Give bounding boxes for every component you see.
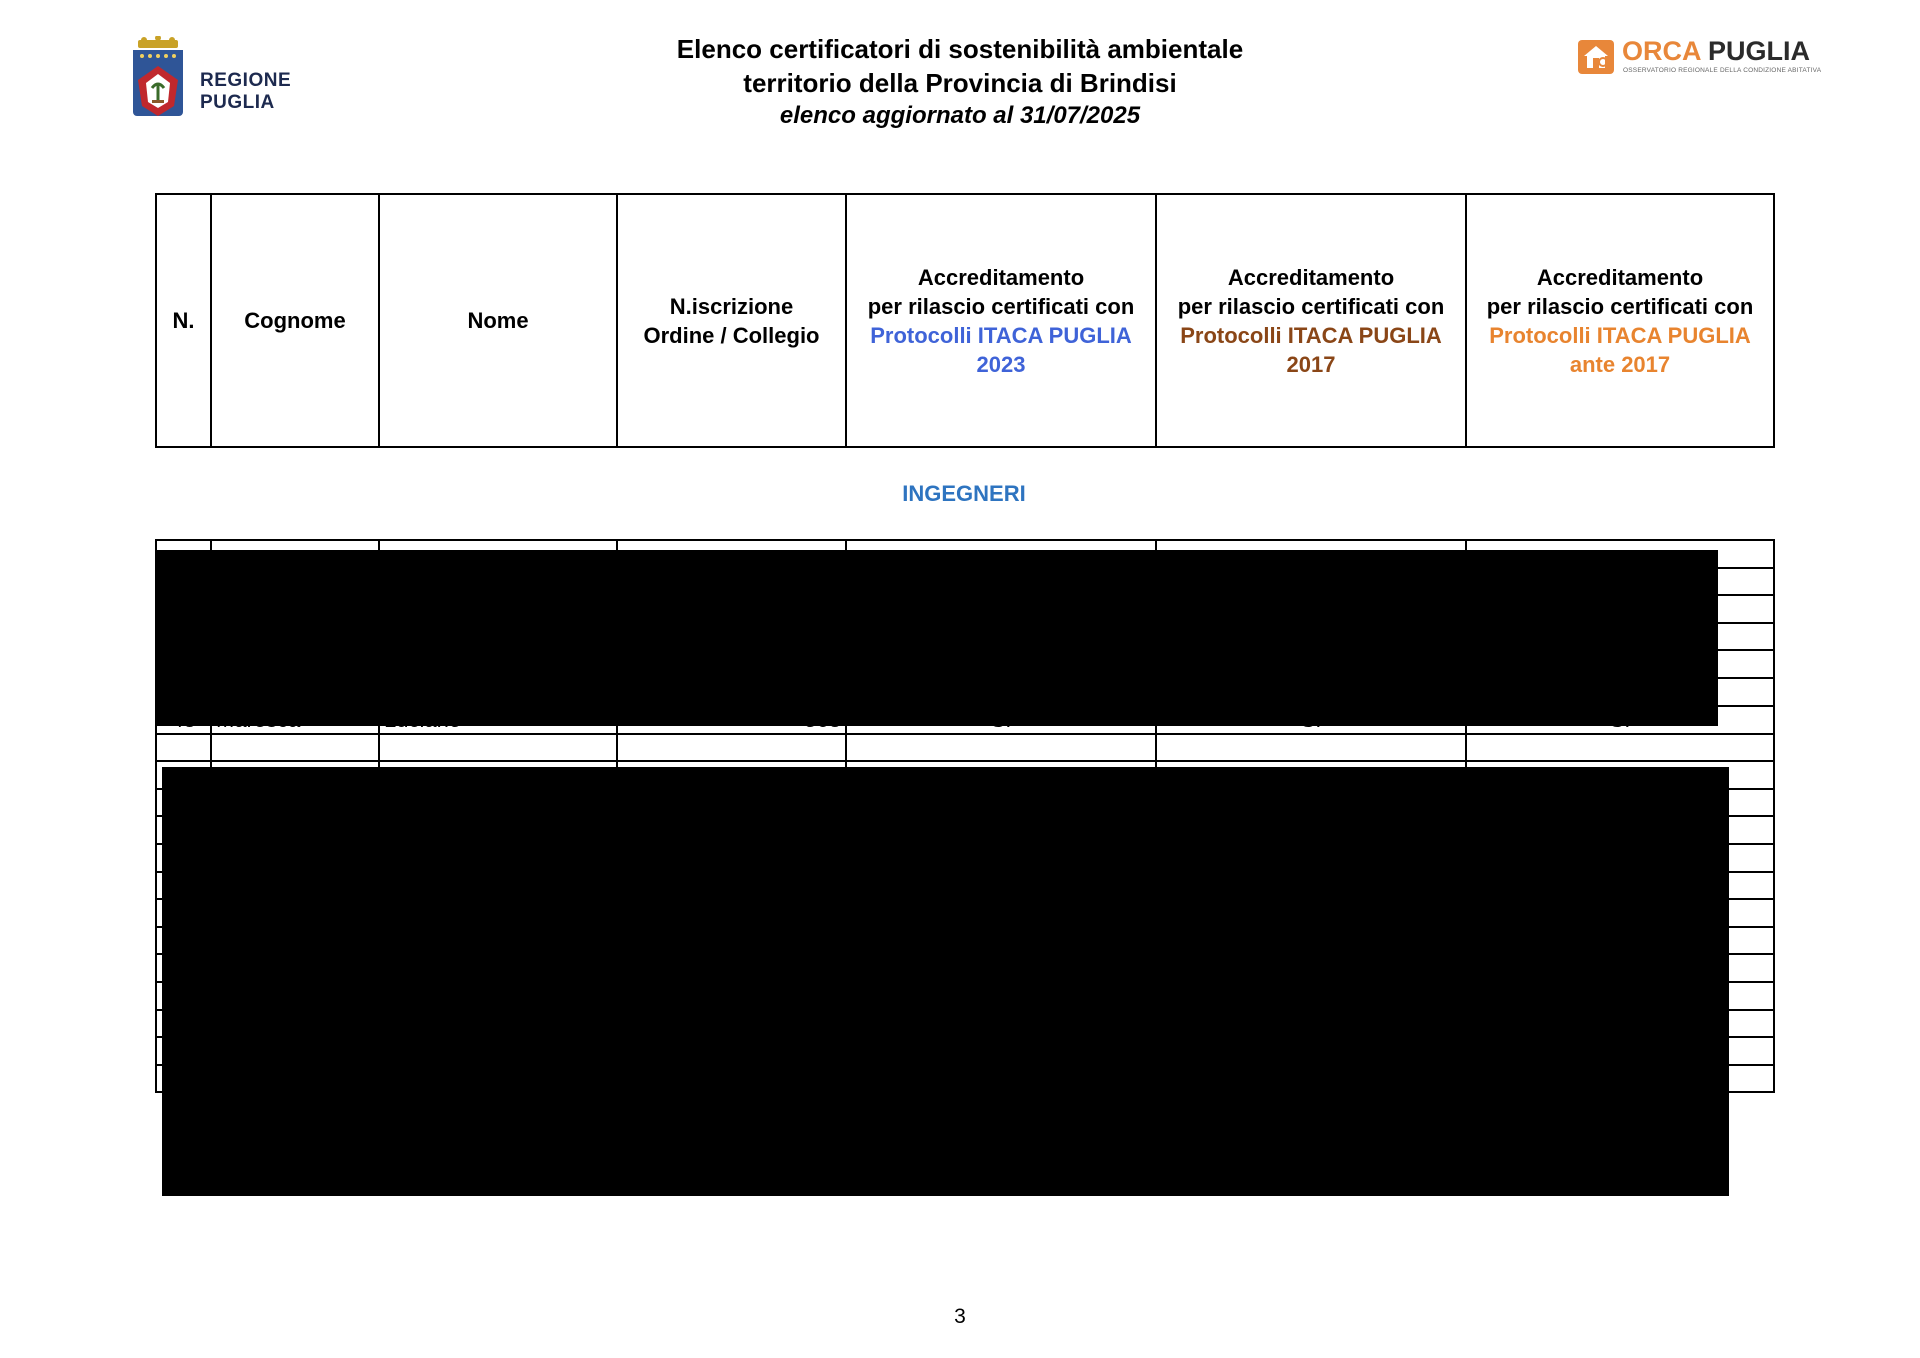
- acc-2017-line-3: Protocolli ITACA PUGLIA: [1180, 322, 1442, 348]
- acc-2023-line-3: Protocolli ITACA PUGLIA: [870, 322, 1132, 348]
- acc-2023-line-2: per rilascio certificati con: [867, 293, 1135, 319]
- column-header-cognome: Cognome: [211, 194, 379, 447]
- column-header-itaca-ante-2017: [1466, 194, 1774, 447]
- column-header-itaca-2023: [846, 194, 1156, 447]
- update-date: elenco aggiornato al 31/07/2025: [779, 102, 1141, 129]
- orca-puglia-logo: [1578, 36, 1822, 82]
- regione-puglia-logo: [130, 36, 300, 126]
- iscrizione-line-1: N.iscrizione: [669, 293, 794, 319]
- column-header-iscrizione: [617, 194, 846, 447]
- acc-ante-line-3: Protocolli ITACA PUGLIA: [1489, 322, 1751, 348]
- table-row-redacted: [156, 734, 1774, 762]
- section-title-ingegneri: INGEGNERI: [902, 481, 1026, 506]
- redaction-block-bottom: [162, 767, 1729, 1196]
- title-line-1: Elenco certificatori di sostenibilità ambientale: [676, 34, 1244, 64]
- title-line-2: territorio della Provincia di Brindisi: [743, 68, 1177, 98]
- acc-ante-line-4: ante 2017: [1569, 351, 1671, 377]
- logo-line-puglia: PUGLIA: [200, 92, 275, 113]
- brand-orca: ORCA: [1622, 36, 1701, 66]
- iscrizione-line-2: Ordine / Collegio: [643, 322, 820, 348]
- page-number: 3: [954, 1305, 966, 1328]
- acc-ante-line-1: Accreditamento: [1536, 264, 1704, 290]
- column-header-itaca-2017: [1156, 194, 1466, 447]
- column-header-n: N.: [156, 194, 211, 447]
- acc-ante-line-2: per rilascio certificati con: [1486, 293, 1754, 319]
- acc-2023-line-4: 2023: [976, 351, 1026, 377]
- logo-line-regione: REGIONE: [200, 70, 292, 91]
- document-title: [560, 32, 1360, 132]
- acc-2017-line-1: Accreditamento: [1227, 264, 1395, 290]
- orca-tagline: OSSERVATORIO REGIONALE DELLA CONDIZIONE ABITATIVA: [1623, 67, 1822, 74]
- regione-puglia-crest-icon: [130, 36, 186, 122]
- redaction-block-top: [155, 550, 1718, 726]
- acc-2017-line-2: per rilascio certificati con: [1177, 293, 1445, 319]
- column-header-nome: Nome: [379, 194, 617, 447]
- regione-puglia-wordmark: [200, 70, 291, 114]
- acc-2023-line-1: Accreditamento: [917, 264, 1085, 290]
- orca-house-icon: [1578, 38, 1614, 74]
- acc-2017-line-4: 2017: [1286, 351, 1336, 377]
- table-header: [155, 193, 1775, 448]
- orca-puglia-wordmark: [1622, 36, 1810, 66]
- brand-puglia: PUGLIA: [1708, 36, 1811, 66]
